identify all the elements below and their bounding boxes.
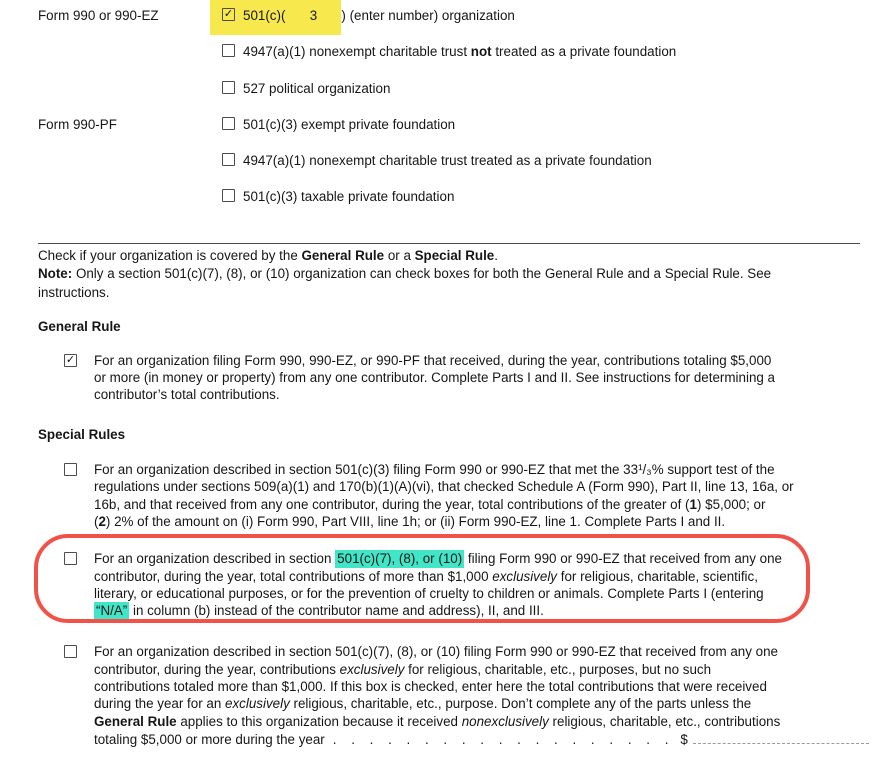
checkbox-special-rule-3[interactable] (64, 645, 77, 658)
filer-option-527-label: 527 political organization (243, 80, 391, 96)
coverage-intro: Check if your organization is covered by the General Rule or a Special Rule. (38, 247, 498, 263)
amount-entry-line[interactable] (693, 730, 869, 744)
checkbox-527[interactable] (222, 81, 235, 94)
coverage-section (38, 247, 860, 303)
filer-option-501c3-taxable-pf (222, 188, 860, 205)
special-rule-3-text: For an organization described in section 501(c)(7), (8), or (10) filing Form 990 or 990-EZ that received from any one contributor, during the year, contributions exclusively for religious, charitable, etc., purposes, but no such contributions totaled more than $1,000. If this box is checked, enter here the total contributions that were received during the year for an exclusively religious, charitable, etc., purpose. Don’t complete any of the parts unless the General Rule applies to this organization because it received nonexclusively religious, charitable, etc., contributions totaling $5,000 or more during the year . . . . . . . . . . . . . . . . . . . $ (94, 643, 869, 748)
special-rule-item-1 (64, 461, 860, 530)
checkbox-501c[interactable]: ✓ (223, 8, 234, 20)
filer-option-501c-label: 501(c)( 3 ) (enter number) organization (243, 8, 515, 23)
special-rule-item-2 (64, 550, 860, 619)
checkbox-special-rule-2[interactable] (64, 552, 77, 565)
general-rule-heading: General Rule (38, 318, 121, 334)
filer-option-501c3-exempt-pf-label: 501(c)(3) exempt private foundation (243, 116, 456, 132)
special-rule-2-text: For an organization described in section 501(c)(7), (8), or (10) filing Form 990 or 990-EZ that received from any one contributor, during the year, total contributions of more than $1,000 exclusively for religious, charitable, scientific, literary, or educational purposes, or for the prevention of cruelty to children or animals. Complete Parts I (entering “N/A” in column (b) instead of the contributor name and address), II, and III. (94, 551, 782, 619)
checkbox-general-rule[interactable]: ✓ (65, 353, 76, 366)
filer-option-501c3-taxable-pf-label: 501(c)(3) taxable private foundation (243, 189, 455, 205)
filer-option-4947-not-treated-label: 4947(a)(1) nonexempt charitable trust not treated as a private foundation (243, 44, 677, 60)
filers-section (38, 7, 860, 225)
filer-option-4947-treated-label: 4947(a)(1) nonexempt charitable trust treated as a private foundation (243, 153, 652, 169)
filer-option-4947-treated (222, 152, 860, 169)
checkbox-501c3-exempt-pf[interactable] (222, 117, 235, 130)
filer-option-501c3-exempt-pf (222, 116, 860, 133)
checkbox-4947-treated[interactable] (222, 153, 235, 166)
coverage-note: Note: Only a section 501(c)(7), (8), or (10) organization can check boxes for both the General Rule and a Special Rule. See instructions. (38, 266, 772, 300)
checkbox-501c3-taxable-pf[interactable] (222, 189, 235, 202)
special-rule-item-3 (64, 643, 860, 748)
filer-option-527 (222, 80, 860, 97)
section-divider (38, 243, 860, 244)
filer-group-label-990pf: Form 990-PF (38, 116, 117, 132)
checkbox-4947-not-treated[interactable] (222, 44, 235, 57)
filer-option-4947-not-treated (222, 43, 860, 60)
checkbox-special-rule-1[interactable] (64, 463, 77, 476)
general-rule-item (64, 352, 860, 404)
filer-group-990-990ez (38, 7, 860, 116)
special-rule-1-text: For an organization described in section 501(c)(3) filing Form 990 or 990-EZ that met the 33¹/₃% support test of the regulations under sections 509(a)(1) and 170(b)(1)(A)(vi), that checked Schedule A (Form 990), Part II, line 13, 16a, or 16b, and that received from any one contributor, during the year, total contributions of the greater of (1) $5,000; or (2) 2% of the amount on (i) Form 990, Part VIII, line 1h; or (ii) Form 990-EZ, line 1. Complete Parts I and II. (94, 462, 794, 529)
filer-group-990pf (38, 116, 860, 225)
special-rules-heading: Special Rules (38, 426, 126, 442)
filer-option-501c (222, 7, 860, 24)
dot-leader: . . . . . . . . . . . . . . . . . . . (332, 731, 669, 747)
501c-number-entry[interactable]: 3 (309, 8, 318, 23)
filer-group-label-990-990ez: Form 990 or 990-EZ (38, 8, 159, 23)
general-rule-text: For an organization filing Form 990, 990-EZ, or 990-PF that received, during the year, contributions totaling $5,000 or more (in money or property) from any one contributor. Complete Parts I and II. See instructions for determining a contributor’s total contributions. (94, 352, 775, 403)
